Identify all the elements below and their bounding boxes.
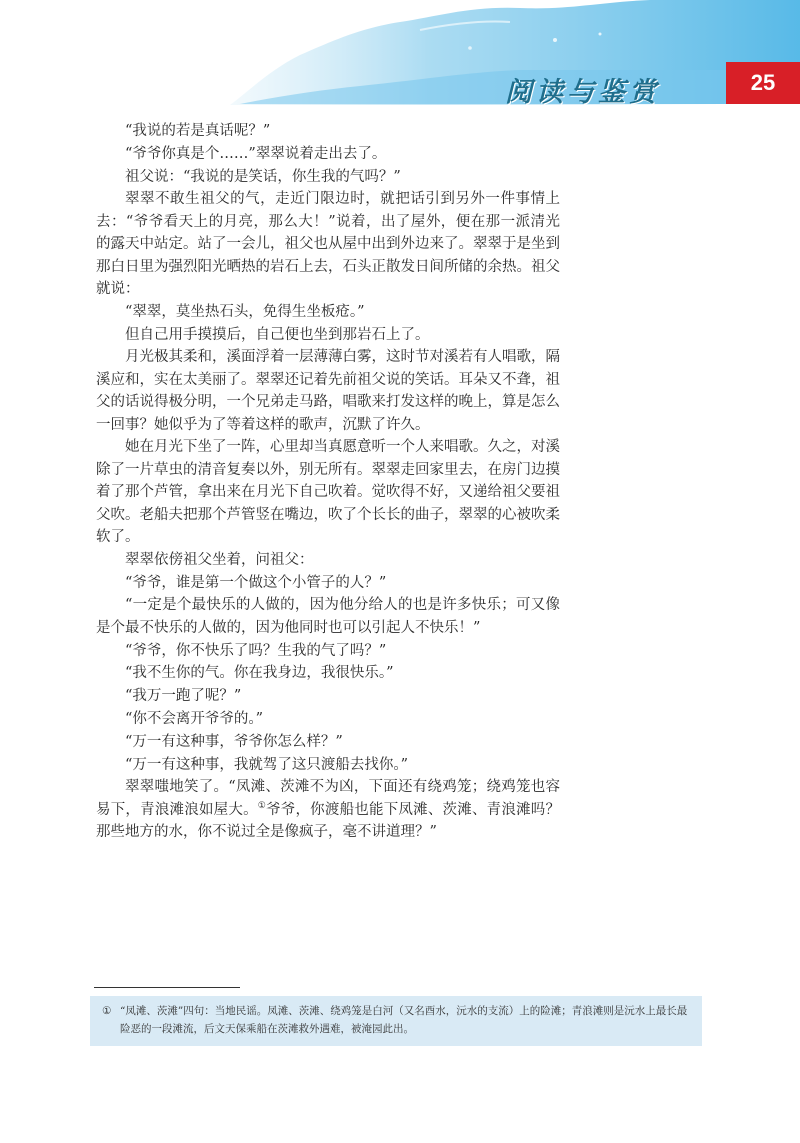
paragraph: “一定是个最快乐的人做的，因为他分给人的也是许多快乐；可又像是个最不快乐的人做的，因为他同时也可以引起人不快乐！” [96,597,560,636]
paragraph: “爷爷，谁是第一个做这个小管子的人？” [125,574,387,591]
paragraph: 她在月光下坐了一阵，心里却当真愿意听一个人来唱歌。久之，对溪除了一片草虫的清音复奏以外，别无所有。翠翠走回家里去，在房门边摸着了那个芦管，拿出来在月光下自己吹着。觉吹得不好，又递给祖父要祖父吹。老船夫把那个芦管竖在嘴边，吹了个长长的曲子，翠翠的心被吹柔软了。 [96,439,560,546]
section-title: 阅读与鉴赏 [505,77,660,108]
paragraph: “爷爷，你不快乐了吗？生我的气了吗？” [125,642,387,659]
paragraph: “我不生你的气。你在我身边，我很快乐。” [125,665,394,682]
last-paragraph-text-continued: 爷爷，你渡船也能下凤滩、茨滩、青浪滩吗？那些地方的水，你不说过全是像疯子，毫不讲道理？” [96,801,560,841]
last-paragraph-text: 翠翠嗤地笑了。“凤滩、茨滩不为凶，下面还有绕鸡笼；绕鸡笼也容易下，青浪滩浪如屋大。 [96,779,560,818]
paragraph: “爷爷你真是个……”翠翠说着走出去了。 [125,145,387,162]
paragraph: 翠翠依傍祖父坐着，问祖父： [125,551,314,568]
footnote-marker: ① [102,1005,112,1017]
paragraph: “万一有这种事，我就驾了这只渡船去找你。” [125,756,409,773]
header-watercolor-banner [0,0,800,115]
body-text [96,120,560,844]
paragraph: 翠翠不敢生祖父的气，走近门限边时，就把话引到另外一件事情上去：“爷爷看天上的月亮，那么大！”说着，出了屋外，便在那一派清光的露天中站定。站了一会儿，祖父也从屋中出到外边来了。翠翠于是坐到那白日里为强烈阳光晒热的岩石上去，石头正散发日间所储的余热。祖父就说： [96,191,560,298]
footnote-divider [94,987,240,988]
last-paragraph [96,776,560,843]
footnote [90,996,702,1046]
paragraph: “我说的若是真话呢？” [125,123,271,139]
paragraph: “你不会离开爷爷的。” [125,711,264,728]
paragraph: “我万一跑了呢？” [125,688,242,705]
footnote-reference[interactable]: ① [257,801,267,811]
paragraph: “万一有这种事，爷爷你怎么样？” [125,733,343,750]
paragraph: “翠翠，莫坐热石头，免得生坐板疮。” [125,303,365,320]
paragraph: 祖父说：“我说的是笑话，你生我的气吗？” [125,168,401,185]
paragraph: 月光极其柔和，溪面浮着一层薄薄白雾，这时节对溪若有人唱歌，隔溪应和，实在太美丽了。翠翠还记着先前祖父说的笑话。耳朵又不聋，祖父的话说得极分明，一个兄弟走马路，唱歌来打发这样的晚上，算是怎么一回事？她似乎为了等着这样的歌声，沉默了许久。 [96,349,560,433]
footnote-text: “凤滩、茨滩”四句：当地民谣。凤滩、茨滩、绕鸡笼是白河（又名酉水，沅水的支流）上的险滩；青浪滩则是沅水上最长最险恶的一段滩流，后文天保乘船在茨滩救外遇难，被淹园此出。 [120,1005,688,1035]
paragraph: 但自己用手摸摸后，自己便也坐到那岩石上了。 [125,326,430,343]
page-number: 25 [726,62,800,104]
